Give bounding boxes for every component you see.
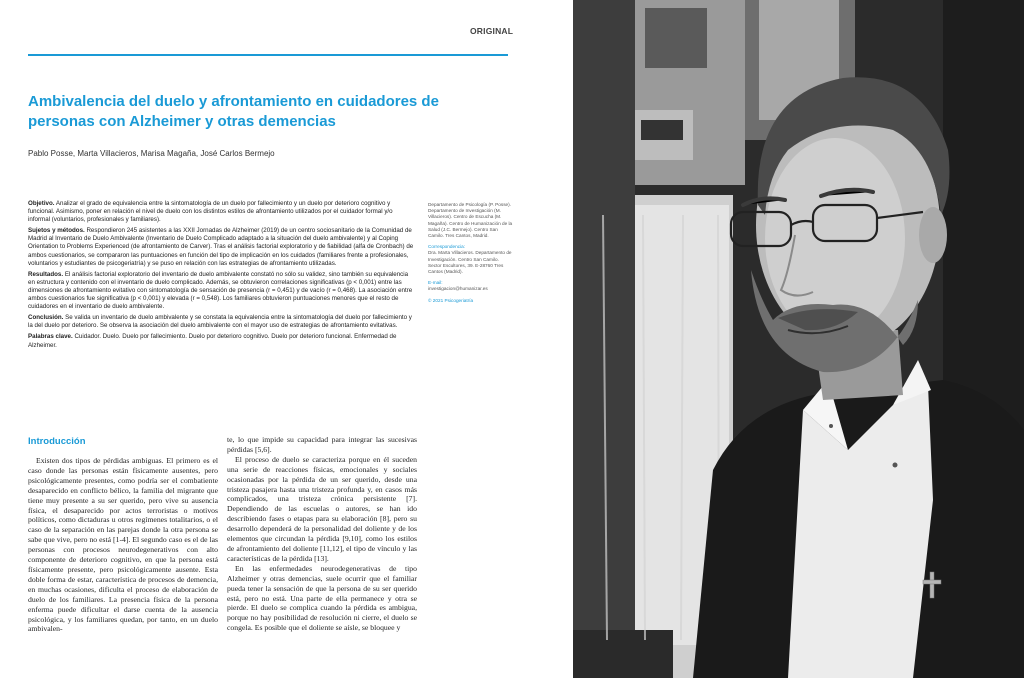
- methods-label: Sujetos y métodos.: [28, 227, 85, 235]
- intro-paragraph-2: te, lo que impide su capacidad para integrar las sucesivas pérdidas [5,6].: [227, 435, 417, 454]
- correspondence-text: Dra. Marta Villacieros. Departamento de Investigación. Centro San Camilo. Sector Escultores, 39. E-28760 Tres Cantos (Madrid).: [428, 250, 512, 275]
- intro-paragraph-4: En las enfermedades neurodegenerativas de tipo Alzheimer y otras demencias, suele ocurrir que el familiar pueda tener la sensación de que la persona de su ser querido está, pero no está. Una parte de ella permanece y otra se pierde. El duelo se complica cuando la pérdida es ambigua, porque no hay posibilidad de resolución ni cierre, el duelo se congela. Es posible que el doliente se aísle, se bloquee y: [227, 563, 417, 633]
- abstract-methods: [28, 227, 415, 267]
- abstract-objective: [28, 200, 415, 224]
- methods-text: Respondieron 245 asistentes a las XXII Jornadas de Alzheimer (2019) de un centro sociosanitario de la Comunidad de Madrid al Inventario de Duelo Ambivalente (Inventario de Duelo Complicado adaptado a la situación del duelo ambivalente) y al Coping Orientation to Problems Experienced (de afrontamiento de Carver). Tras el análisis factorial exploratorio y de fiabilidad (alfa de Cronbach) de ambos cuestionarios, se compararon las puntuaciones en función del tipo de implicación en los cuidados (familiares frente a profesionales, voluntarios y estudiantes de psicogeriatría) y se puso en relación con las estrategias de afrontamiento utilizadas.: [28, 227, 414, 267]
- affiliations: Departamento de Psicología (P. Posse). Departamento de Investigación (M. Villacieros). Centro de Escucha (M. Magaña). Centro de Humanización de la Salud (J.C. Bermejo). Centro San Camilo. Tres Cantos, Madrid.: [428, 202, 513, 239]
- abstract: [28, 200, 415, 353]
- correspondence-label: Correspondencia:: [428, 244, 466, 250]
- email-block: [428, 280, 513, 292]
- keywords-text: Cuidador. Duelo. Duelo por fallecimiento. Duelo por deterioro cognitivo. Duelo por deterioro funcional. Enfermedad de Alzheimer.: [28, 333, 397, 349]
- body-column-1: [28, 456, 218, 634]
- correspondence: [428, 244, 513, 275]
- conclusion-label: Conclusión.: [28, 314, 64, 322]
- email-address[interactable]: investigacion@humanizar.es: [428, 286, 488, 292]
- header-rule: [28, 54, 508, 56]
- affiliations-sidebar: [428, 202, 513, 309]
- abstract-results: [28, 271, 415, 311]
- results-label: Resultados.: [28, 270, 64, 278]
- body-column-2: [227, 435, 417, 633]
- author-portrait-image: [573, 0, 1024, 678]
- author-photo: [573, 0, 1024, 678]
- section-label: ORIGINAL: [470, 26, 514, 36]
- intro-heading: Introducción: [28, 436, 86, 447]
- copyright: © 2021 Psicogeriatría: [428, 297, 474, 303]
- intro-paragraph-3: El proceso de duelo se caracteriza porque en él suceden una serie de reacciones físicas, emocionales y sociales ocasionadas por la pérdida de un ser querido, desde una tristeza pasajera hasta una tristeza profunda y, en casos más complicados, una tristeza crónica persistente [7]. Dependiendo de las escuelas o autores, se han ido describiendo fases o etapas para su elaboración [8], pero su desarrollo dependerá de la personalidad del doliente y de los elementos que circundan la pérdida [9,10], como los estilos de afrontamiento del doliente [11,12], el tipo de vínculo y las características de la pérdida [13].: [227, 454, 417, 563]
- abstract-conclusion: [28, 314, 415, 330]
- abstract-keywords: [28, 333, 415, 349]
- keywords-label: Palabras clave.: [28, 333, 73, 341]
- objective-text: Analizar el grado de equivalencia entre la sintomatología de un duelo por fallecimiento y un duelo por deterioro cognitivo y funcional. Asimismo, poner en relación el nivel de duelo con los distintos estilos de afrontamiento utilizados por el cuidador formal y/o informal (voluntarios, profesionales y familiares).: [28, 200, 393, 224]
- objective-label: Objetivo.: [28, 200, 55, 207]
- conclusion-text: Se valida un inventario de duelo ambivalente y se constata la equivalencia entre la sintomatología del duelo por fallecimiento y la del duelo por deterioro. Se observa la asociación del duelo ambivalente con el mayor uso de estrategias de afrontamiento evitativas.: [28, 314, 412, 330]
- article-authors: Pablo Posse, Marta Villacieros, Marisa Magaña, José Carlos Bermejo: [28, 149, 275, 158]
- email-label: E-mail:: [428, 280, 443, 286]
- results-text: El análisis factorial exploratorio del inventario de duelo ambivalente constató no sólo su validez, sino también su equivalencia en estructura y contenido con el inventario de duelo complicado. Además, se obtuvieron correlaciones significativas (p < 0,001) entre las dimensiones de afrontamiento evitativo con sintomatología de sensación de presencia (r = 0,451) y de vacío (r = 0,468). La asociación entre ambos cuestionarios fue significativa (p < 0,001) y elevada (r = 0,548). Los familiares obtuvieron puntuaciones menores que el resto de cuidadores en el inventario de duelo ambivalente.: [28, 270, 413, 311]
- article-title: Ambivalencia del duelo y afrontamiento en cuidadores de personas con Alzheimer y otras demencias: [28, 93, 439, 130]
- intro-paragraph-1: Existen dos tipos de pérdidas ambiguas. El primero es el caso donde las personas están físicamente ausentes, pero psicológicamente presentes, como podría ser el combatiente desaparecido en conflicto bélico, la familia del migrante que tiene muy presente a su ser querido, pero vive su ausencia física, el desaparecido por actos terroristas o motivos políticos, como dictaduras u otros regímenes totalitarios, o el caso de la separación en las parejas donde la otra persona se sabe que vive, pero no está [1-4]. El segundo caso es el de las personas con procesos neurodegenerativos con alto componente de deterioro cognitivo, en que la persona está físicamente presente, pero psicológicamente ausente. Esta doble forma de estar, característica de procesos de demencia, en muchas ocasiones, dificulta el proceso de elaboración de duelo de los familiares. La presencia física de la persona enferma puede dificultar el darse cuenta de la ausencia psicológica, y los familiares quedan, por tanto, en un duelo ambivalen-: [28, 456, 218, 634]
